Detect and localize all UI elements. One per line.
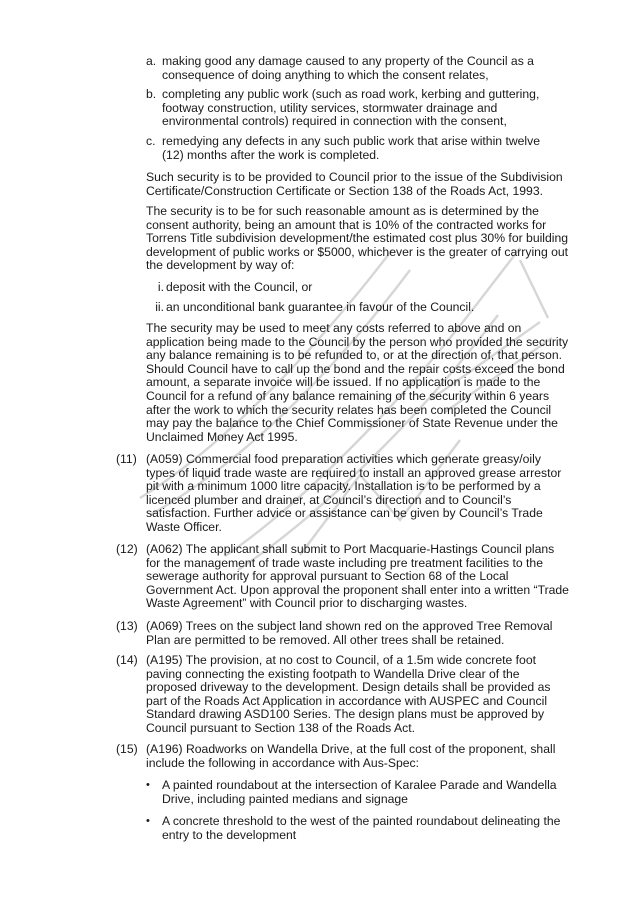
- list-item: [150, 301, 570, 315]
- condition-item: [116, 743, 570, 770]
- list-item: [146, 779, 571, 806]
- list-item-text: A concrete threshold to the west of the painted roundabout delineating the entry to the development: [162, 814, 561, 842]
- list-marker: b.: [146, 87, 157, 102]
- condition-text: (A062) The applicant shall submit to Port Macquarie-Hastings Council plans for the management of trade waste including pre treatment facilities to the sewerage authority for approval pursuant to Section 68 of the Local Government Act. Upon approval the proponent shall enter into a written “Trade Waste Agreement” with Council prior to discharging wastes.: [146, 542, 569, 611]
- condition-item: [116, 620, 570, 647]
- list-item: [146, 815, 571, 842]
- security-use-paragraph: The security may be used to meet any costs referred to above and on application being made to the Council by the person who provided the security any balance remaining is to be refunded to, or at the direction of, that person. Should Council have to call up the bond and the repair costs exceed the bond amount, a separate invoice will be issued. If no application is made to the Council for a refund of any balance remaining of the security within 6 years after the work to which the security relates has been completed the Council may pay the balance to the Chief Commissioner of State Revenue under the Unclaimed Money Act 1995.: [146, 321, 569, 444]
- condition-number: (13): [116, 619, 138, 633]
- condition-text: (A196) Roadworks on Wandella Drive, at the full cost of the proponent, shall include the following in accordance with Aus-Spec:: [146, 742, 556, 770]
- condition-number: (11): [116, 452, 137, 466]
- bullet-icon: •: [146, 779, 150, 791]
- list-marker: c.: [146, 133, 156, 148]
- roadworks-bullet-list: [146, 779, 571, 848]
- security-method-list: [150, 281, 570, 320]
- list-item-text: deposit with the Council, or: [166, 280, 313, 294]
- list-item: [146, 88, 546, 129]
- condition-number: (14): [116, 653, 138, 667]
- condition-item: [116, 453, 570, 535]
- list-marker: i.: [157, 280, 164, 294]
- bullet-icon: •: [146, 815, 150, 828]
- list-marker: ii.: [155, 299, 164, 314]
- list-item-text: making good any damage caused to any property of the Council as a consequence of doing anything to which the consent relates,: [162, 54, 534, 82]
- list-item: [146, 135, 546, 162]
- condition-text: (A059) Commercial food preparation activities which generate greasy/oily types of liquid trade waste are required to install an approved grease arrestor pit with a minimum 1000 litre capacity. Installation is to be performed by a licenced plumber and drainer, at Council’s direction and to Council’s satisfaction. Further advice or assistance can be given by Council’s Trade Waste Officer.: [146, 452, 562, 534]
- condition-text: (A069) Trees on the subject land shown red on the approved Tree Removal Plan are permitted to be removed. All other trees shall be retained.: [146, 619, 553, 647]
- condition-number: (15): [116, 742, 138, 756]
- security-amount-paragraph: The security is to be for such reasonable amount as is determined by the consent authority, being an amount that is 10% of the contracted works for Torrens Title subdivision development/the estimated cost plus 30% for building development of public works or $5000, whichever is the greater of carrying out the development by way of:: [146, 204, 569, 273]
- security-purpose-list: [146, 55, 546, 168]
- list-item-text: completing any public work (such as road work, kerbing and guttering, footway construction, utility services, stormwater drainage and environmental controls) required in connection with the consent,: [162, 87, 540, 129]
- list-item-text: an unconditional bank guarantee in favour of the Council.: [166, 299, 475, 314]
- condition-text: (A195) The provision, at no cost to Council, of a 1.5m wide concrete foot paving connecting the existing footpath to Wandella Drive clear of the proposed driveway to the development. Design details shall be provided as part of the Roads Act Application in accordance with AUSPEC and Council Standard drawing ASD100 Series. The design plans must be approved by Council pursuant to Section 138 of the Roads Act.: [146, 653, 551, 735]
- list-item: [150, 281, 570, 295]
- list-item-text: remedying any defects in any such public work that arise within twelve (12) months after the work is completed.: [162, 133, 540, 162]
- list-item: [146, 55, 546, 82]
- list-item-text: A painted roundabout at the intersection of Karalee Parade and Wandella Drive, including painted medians and signage: [162, 778, 557, 806]
- condition-item: [116, 543, 570, 611]
- condition-item: [116, 654, 570, 736]
- security-provided-paragraph: Such security is to be provided to Council prior to the issue of the Subdivision Certificate/Construction Certificate or Section 138 of the Roads Act, 1993.: [146, 170, 563, 198]
- list-marker: a.: [146, 54, 157, 68]
- condition-number: (12): [116, 542, 138, 556]
